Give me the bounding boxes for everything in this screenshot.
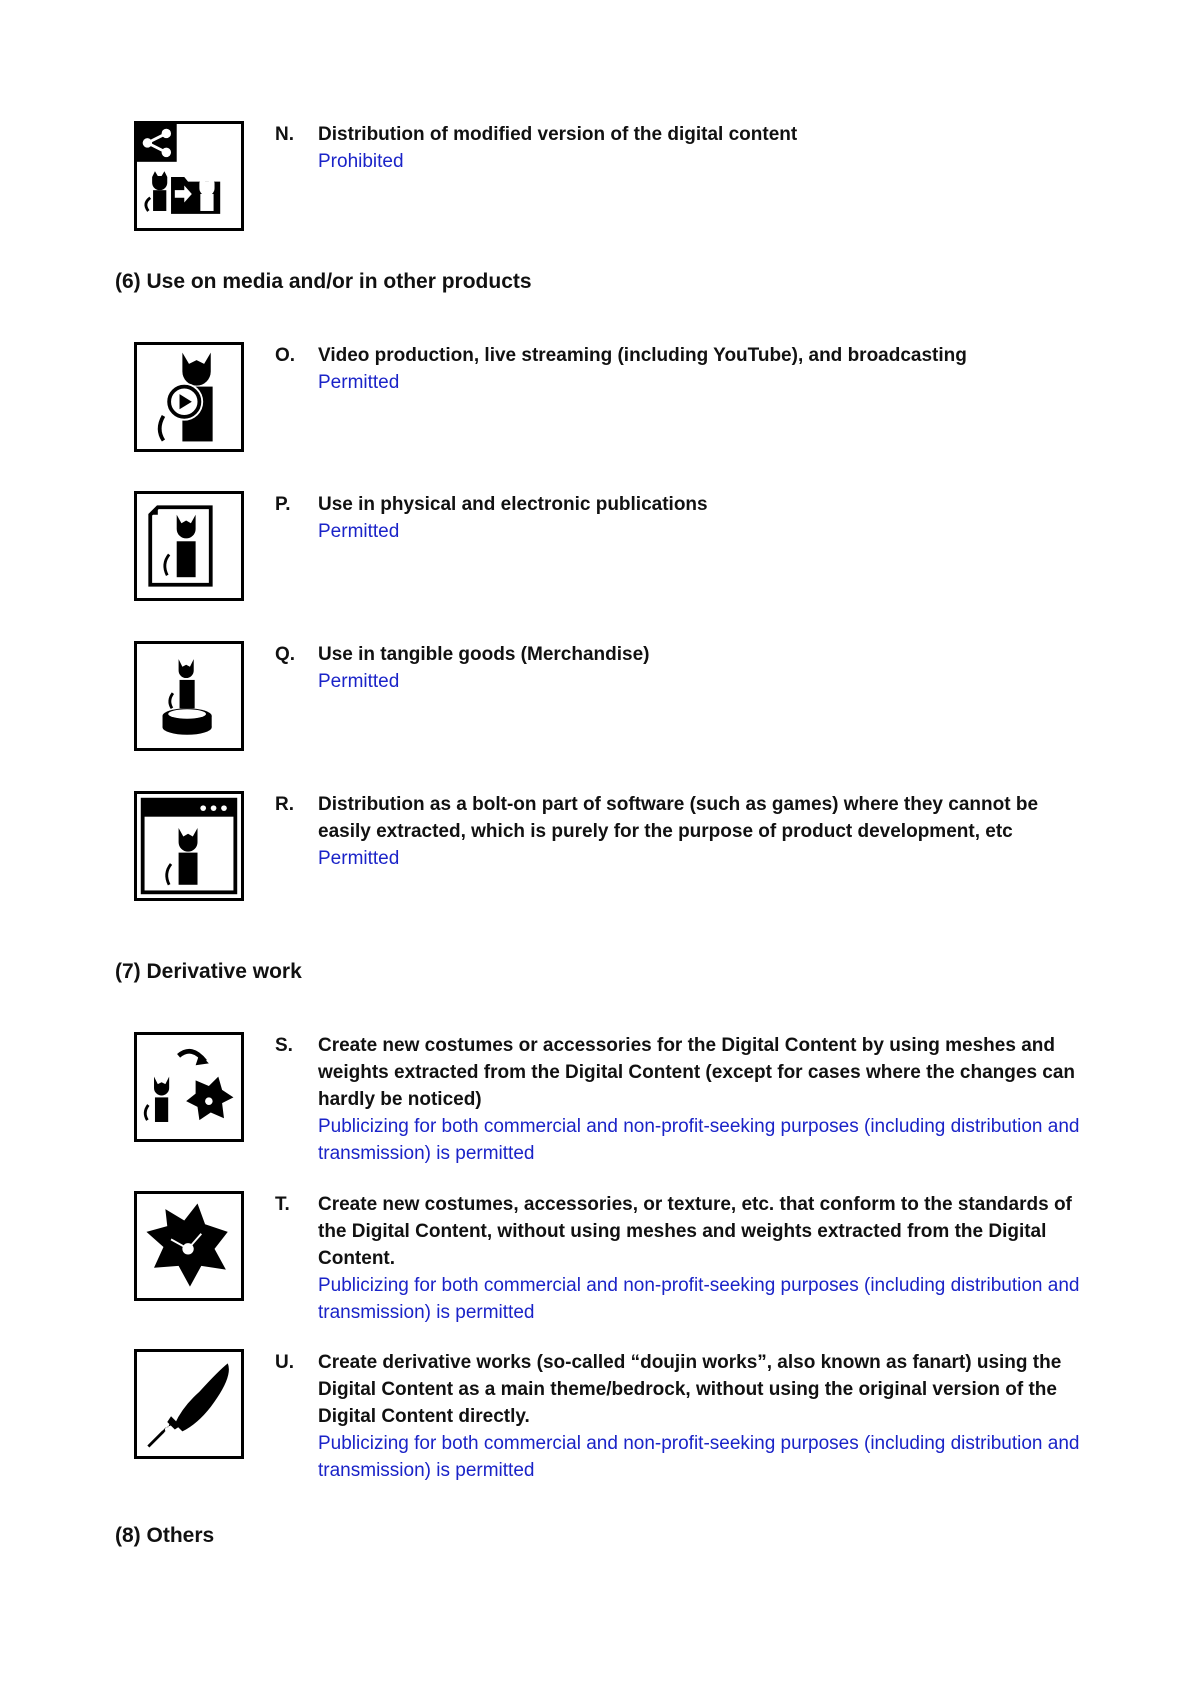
item-text — [318, 1191, 1088, 1326]
item-title: Video production, live streaming (including YouTube), and broadcasting — [318, 345, 967, 366]
item-letter: R. — [275, 794, 294, 815]
item-text — [318, 491, 1088, 545]
costume-from-mesh-icon — [134, 1032, 244, 1142]
item-title: Create derivative works (so-called “doujin works”, also known as fanart) using the Digital Content as a main theme/bedrock, without using the original version of the Digital Content directly. — [318, 1352, 1062, 1427]
item-text — [318, 791, 1088, 872]
item-title: Use in physical and electronic publications — [318, 494, 708, 515]
item-title: Create new costumes or accessories for the Digital Content by using meshes and weights extracted from the Digital Content (except for cases where the changes can hardly be noticed) — [318, 1035, 1076, 1110]
item-title: Distribution of modified version of the digital content — [318, 124, 798, 145]
item-status: Prohibited — [318, 151, 404, 172]
item-status: Publicizing for both commercial and non-profit-seeking purposes (including distribution and transmission) is permitted — [318, 1116, 1080, 1164]
item-letter: Q. — [275, 644, 296, 665]
item-status: Publicizing for both commercial and non-profit-seeking purposes (including distribution and transmission) is permitted — [318, 1275, 1080, 1323]
item-status: Permitted — [318, 848, 400, 869]
item-letter: T. — [275, 1194, 290, 1215]
item-letter: P. — [275, 494, 291, 515]
item-letter: U. — [275, 1352, 294, 1373]
section-heading-7: (7) Derivative work — [115, 960, 302, 983]
item-status: Permitted — [318, 671, 400, 692]
video-play-icon — [134, 342, 244, 452]
pen-nib-icon — [134, 1349, 244, 1459]
item-status: Permitted — [318, 372, 400, 393]
item-text — [318, 121, 1088, 175]
item-text — [318, 342, 1088, 396]
item-status: Publicizing for both commercial and non-profit-seeking purposes (including distribution and transmission) is permitted — [318, 1433, 1080, 1481]
item-title: Create new costumes, accessories, or texture, etc. that conform to the standards of the Digital Content, without using meshes and weights extracted from the Digital Content. — [318, 1194, 1072, 1269]
section-heading-8: (8) Others — [115, 1524, 215, 1547]
costume-icon — [134, 1191, 244, 1301]
share-modify-icon — [134, 121, 244, 231]
item-text — [318, 1032, 1088, 1167]
software-window-icon — [134, 791, 244, 901]
item-letter: S. — [275, 1035, 293, 1056]
item-status: Permitted — [318, 521, 400, 542]
item-title: Use in tangible goods (Merchandise) — [318, 644, 650, 665]
item-letter: N. — [275, 124, 294, 145]
item-letter: O. — [275, 345, 296, 366]
section-heading-6: (6) Use on media and/or in other products — [115, 270, 532, 293]
publication-icon — [134, 491, 244, 601]
item-text — [318, 1349, 1088, 1484]
item-title: Distribution as a bolt-on part of software (such as games) where they cannot be easily extracted, which is purely for the purpose of product development, etc — [318, 794, 1039, 842]
item-text — [318, 641, 1088, 695]
figure-merchandise-icon — [134, 641, 244, 751]
